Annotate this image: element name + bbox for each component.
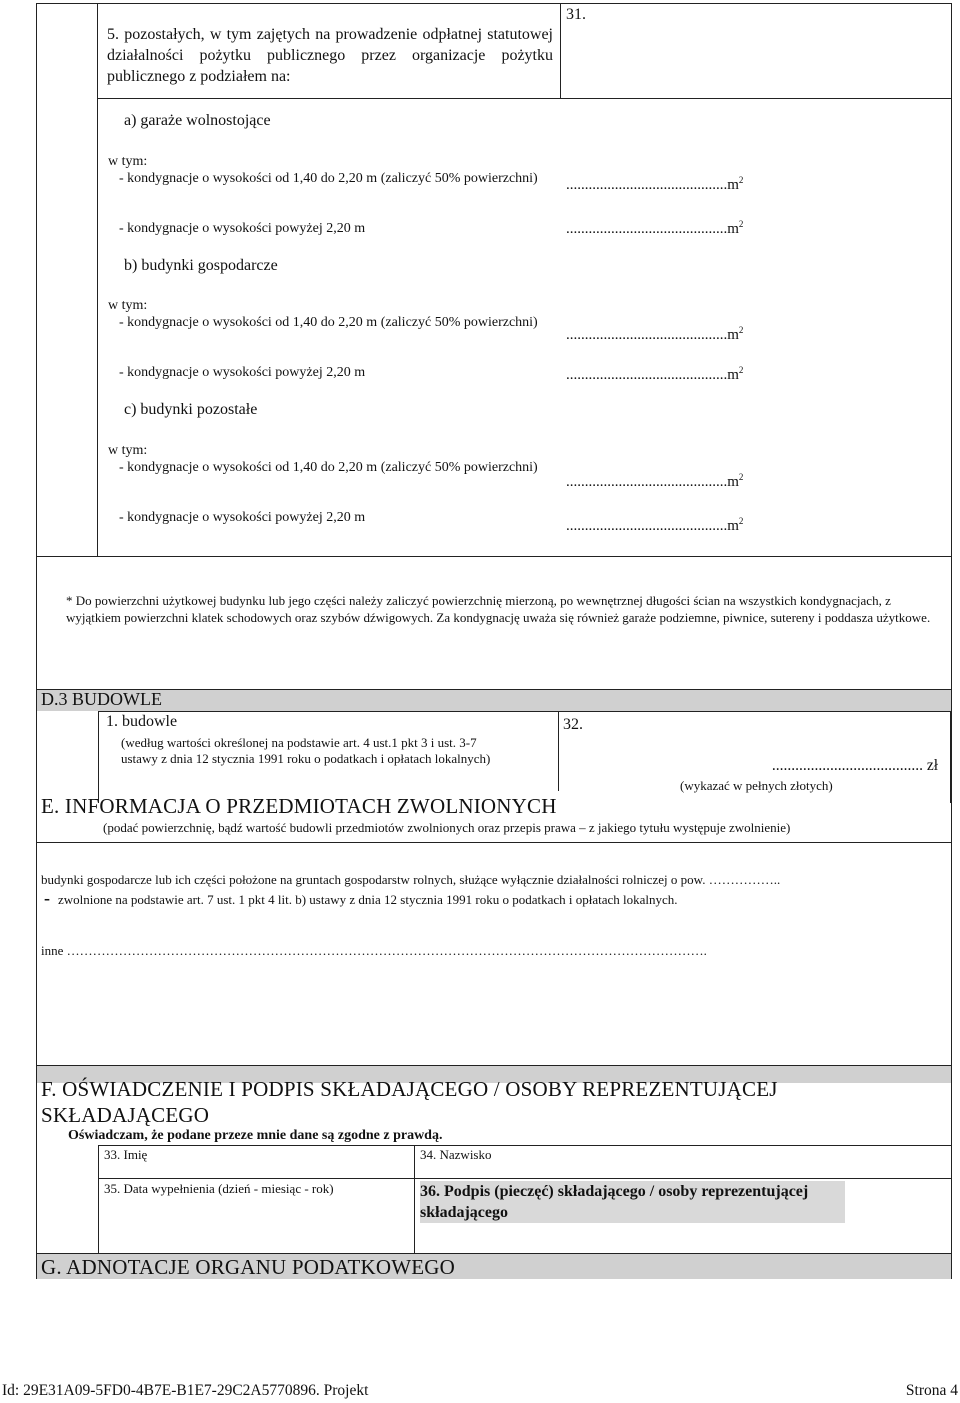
group-c-value2-field[interactable] [566,516,938,535]
unit-sup: 2 [738,325,744,335]
group-a-wtym: w tym: [108,154,148,169]
section-f-header-2: SKŁADAJĄCEGO [41,1103,210,1127]
group-a-value1-field[interactable] [566,175,938,194]
group-b-value2: ...........................................m [566,367,739,383]
section-e-line-1: budynki gospodarcze lub ich części położone na gruntach gospodarstw rolnych, służące wyłącznie działalności rolniczej o pow. …………….. [41,872,781,887]
group-b-row1: - kondygnacje o wysokości od 1,40 do 2,20 m (zaliczyć 50% powierzchni) [119,315,538,330]
section-g-header: G. ADNOTACJE ORGANU PODATKOWEGO [41,1255,456,1279]
group-c-value1-field[interactable] [566,472,938,491]
field-35-label[interactable]: 35. Data wypełnienia (dzień - miesiąc - rok) [104,1181,334,1196]
d3-header: D.3 BUDOWLE [41,689,162,709]
section-f-statement: Oświadczam, że podane przeze mnie dane są zgodne z prawdą. [68,1128,443,1143]
d3-value-note: (wykazać w pełnych złotych) [680,778,833,793]
section-e-header: E. INFORMACJA O PRZEDMIOTACH ZWOLNIONYCH [41,794,557,818]
field-36-label[interactable] [420,1181,845,1223]
group-b-value1-field[interactable] [566,325,938,344]
group-a-title: a) garaże wolnostojące [124,112,271,129]
group-b-title: b) budynki gospodarcze [124,257,278,274]
item-5-label: 5. pozostałych, w tym zajętych na prowadzenie odpłatnej statutowej działalności pożytku publicznego przez organizacje pożytku publicznego z podziałem na: [107,26,553,85]
group-c-row1: - kondygnacje o wysokości od 1,40 do 2,20 m (zaliczyć 50% powierzchni) [119,460,538,475]
field-36-label-2: składającego [420,1204,508,1221]
section-e-line-2: zwolnione na podstawie art. 7 ust. 1 pkt 4 lit. b) ustawy z dnia 12 stycznia 1991 roku o podatkach i opłatach lokalnych. [58,892,678,907]
field-36-label-1: 36. Podpis (pieczęć) składającego / osoby reprezentującej [420,1183,809,1200]
section-f-header-1: F. OŚWIADCZENIE I PODPIS SKŁADAJĄCEGO / OSOBY REPREZENTUJĄCEJ [41,1077,778,1101]
unit-sup: 2 [738,472,744,482]
group-a-value2-field[interactable] [566,219,938,238]
footer-page: Strona 4 [905,1382,958,1399]
unit-sup: 2 [738,365,744,375]
group-b-value2-field[interactable] [566,365,938,384]
group-c-title: c) budynki pozostałe [124,401,258,418]
unit-sup: 2 [738,219,744,229]
section-e-line-2-dash: - [44,888,50,908]
section-e-subheader: (podać powierzchnię, bądź wartość budowli przedmiotów zwolnionych oraz przepis prawa – z jakiego tytułu występuje zwolnienie) [103,820,791,835]
group-b-value1: ...........................................m [566,327,739,343]
unit-sup: 2 [738,516,744,526]
group-a-value1: ...........................................m [566,177,739,193]
field-32-number: 32. [563,716,583,733]
field-34-label[interactable]: 34. Nazwisko [420,1147,492,1162]
group-c-value1: ...........................................m [566,474,739,490]
d3-value[interactable]: ....................................... zł [771,757,938,774]
group-b-row2: - kondygnacje o wysokości powyżej 2,20 m [119,365,366,380]
group-b-wtym: w tym: [108,298,148,313]
group-c-wtym: w tym: [108,443,148,458]
footer-id: Id: 29E31A09-5FD0-4B7E-B1E7-29C2A5770896. Projekt [2,1382,369,1399]
group-a-value2: ...........................................m [566,221,739,237]
unit-sup: 2 [738,175,744,185]
group-a-row2: - kondygnacje o wysokości powyżej 2,20 m [119,221,366,236]
d3-item-label: 1. budowle [106,713,178,730]
d3-item-desc-2: ustawy z dnia 12 stycznia 1991 roku o podatkach i opłatach lokalnych) [121,751,491,766]
footnote: * Do powierzchni użytkowej budynku lub jego części należy zaliczyć powierzchnię mierzoną, po wewnętrznej długości ścian na wszystkich kondygnacjach, z wyjątkiem powierzchni klatek schodowych oraz szybów dźwigowych. Za kondygnację uważa się również garaże podziemne, piwnice, sutereny i poddasza użytkowe. [66,593,931,625]
section-e-line-3[interactable]: inne …………………………………………………………………………………………………………………………………. [41,943,707,958]
d3-header-bar [36,689,952,711]
field-31-number: 31. [566,6,586,23]
group-a-row1: - kondygnacje o wysokości od 1,40 do 2,20 m (zaliczyć 50% powierzchni) [119,171,538,186]
group-c-row2: - kondygnacje o wysokości powyżej 2,20 m [119,510,366,525]
field-33-label[interactable]: 33. Imię [104,1147,148,1162]
d3-item-desc-1: (według wartości określonej na podstawie art. 4 ust.1 pkt 3 i ust. 3-7 [121,735,477,750]
group-c-value2: ...........................................m [566,518,739,534]
